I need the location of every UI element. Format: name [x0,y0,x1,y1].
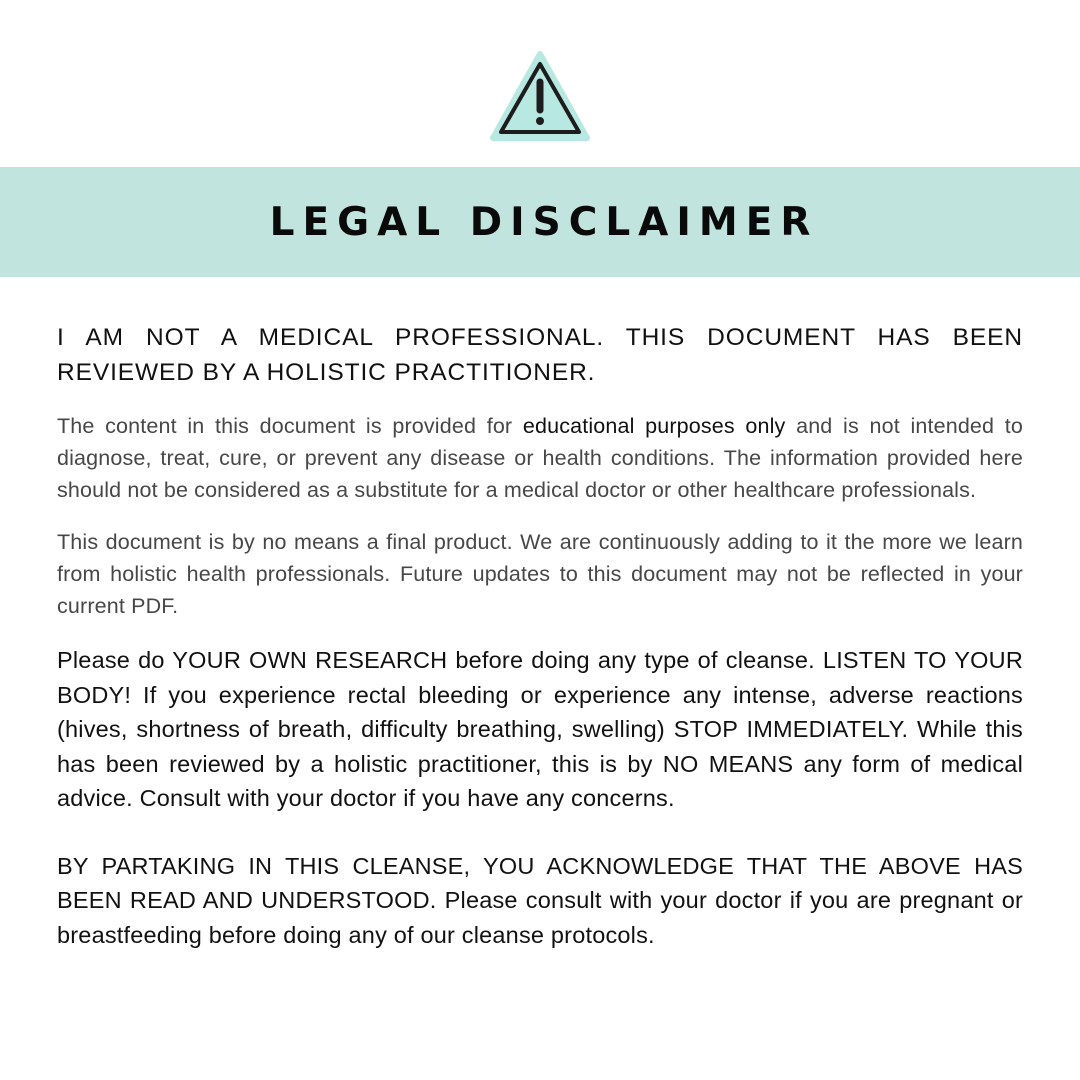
warning-icon-container [0,50,1080,142]
research-paragraph: Please do YOUR OWN RESEARCH before doing any type of cleanse. LISTEN TO YOUR BODY! If you experience rectal bleeding or experience any intense, adverse reactions (hives, shortness of breath, difficulty breathing, swelling) STOP IMMEDIATELY. While this has been reviewed by a holistic practitioner, this is by NO MEANS any form of medical advice. Consult with your doctor if you have any concerns. [57,647,1023,811]
educational-text-end: and is not intended to diagnose, treat, cure, or prevent any disease or health conditions. The information provided here should not be considered as a substitute for a medical doctor or other healthcare professionals. [57,414,1024,502]
educational-emphasis: educational purposes only [522,414,786,438]
title-banner [0,167,1080,277]
disclaimer-body [57,320,1023,952]
acknowledgement-paragraph: BY PARTAKING IN THIS CLEANSE, YOU ACKNOWLEDGE THAT THE ABOVE HAS BEEN READ AND UNDERSTOOD. Please consult with your doctor if you are pregnant or breastfeeding before doing any of our cleanse protocols. [57,852,1023,948]
educational-paragraph [57,410,1023,506]
warning-icon [490,50,590,142]
educational-text-start: The content in this document is provided for [57,414,523,438]
updates-paragraph: This document is by no means a final product. We are continuously adding to it the more we learn from holistic health professionals. Future updates to this document may not be reflected in your current PDF. [57,530,1023,618]
heading-paragraph: I AM NOT A MEDICAL PROFESSIONAL. THIS DOCUMENT HAS BEEN REVIEWED BY A HOLISTIC PRACTITIONER. [57,324,1023,386]
page-title: LEGAL DISCLAIMER [269,199,819,245]
